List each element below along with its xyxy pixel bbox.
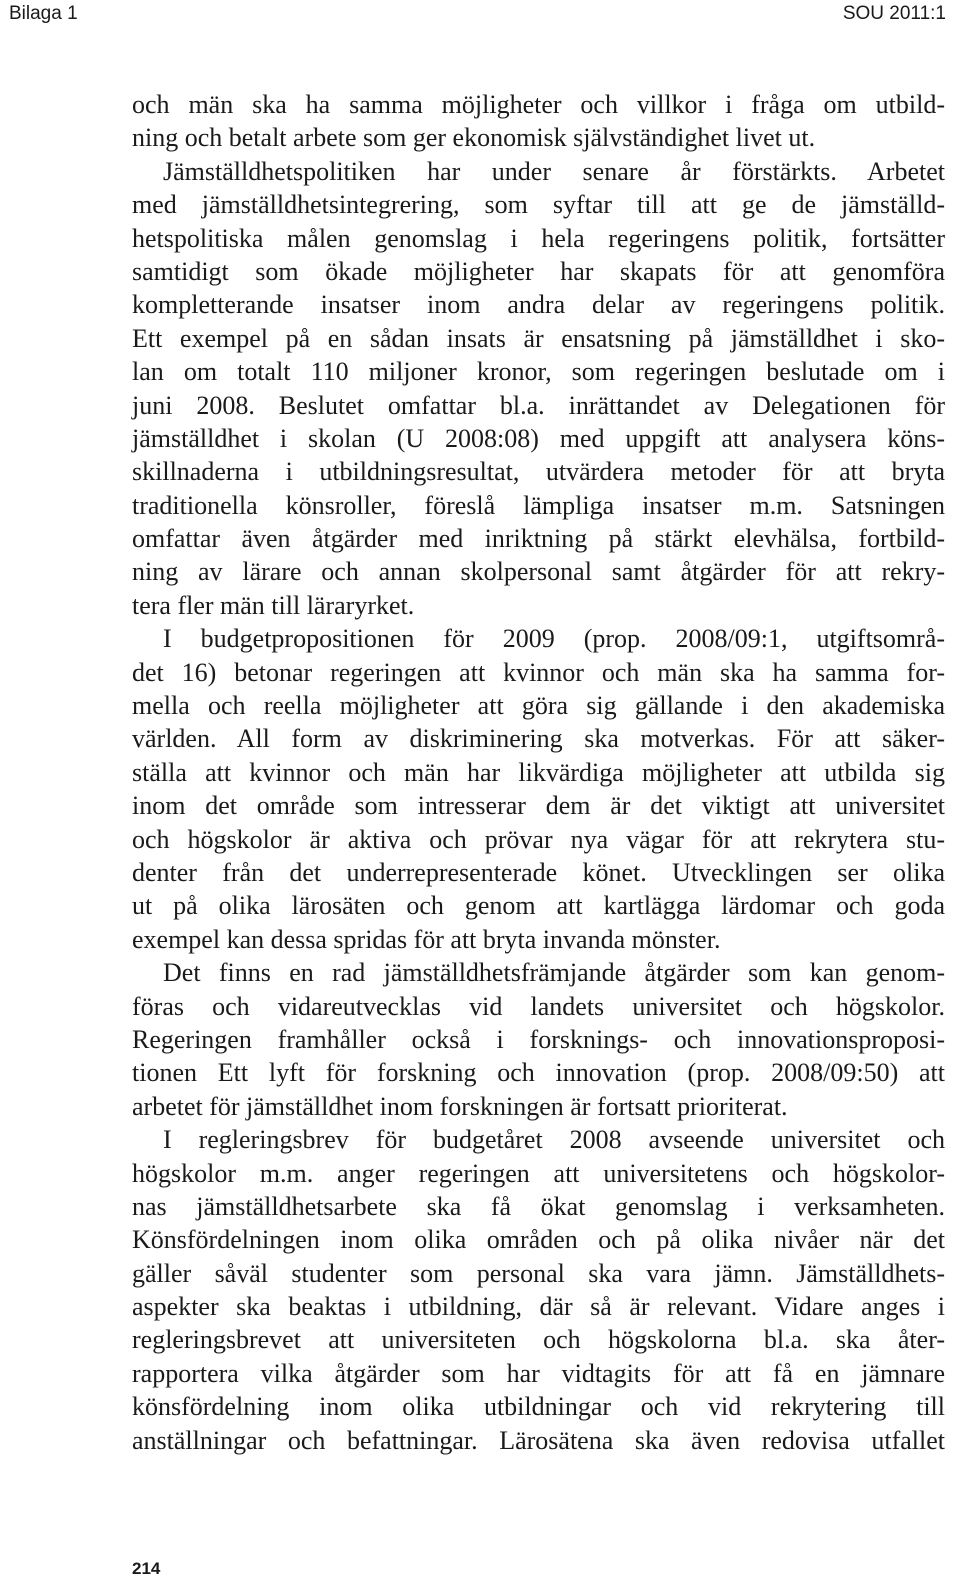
- text-line: samtidigt som ökade möjligheter har skapats för att genomföra: [132, 256, 945, 286]
- paragraph: [132, 622, 945, 956]
- paragraph: [132, 1123, 945, 1457]
- paragraph: [132, 155, 945, 622]
- paragraph: [132, 88, 945, 155]
- text-line: ut på olika lärosäten och genom att kartlägga lärdomar och goda: [132, 891, 945, 921]
- text-line: tera fler män till läraryrket.: [132, 590, 415, 620]
- text-line: gäller såväl studenter som personal ska vara jämn. Jämställdhets-: [132, 1258, 945, 1288]
- text-line: med jämställdhetsintegrering, som syftar till att ge de jämställd-: [132, 190, 945, 220]
- text-line: världen. All form av diskriminering ska motverkas. För att säker-: [132, 724, 945, 754]
- text-line: Könsfördelningen inom olika områden och på olika nivåer när det: [132, 1225, 945, 1255]
- text-line: I regleringsbrev för budgetåret 2008 avseende universitet och: [163, 1125, 945, 1155]
- text-line: och högskolor är aktiva och prövar nya vägar för att rekrytera stu-: [132, 824, 945, 854]
- text-line: Jämställdhetspolitiken har under senare år förstärkts. Arbetet: [163, 156, 945, 186]
- text-line: lan om totalt 110 miljoner kronor, som regeringen beslutade om i: [132, 357, 945, 387]
- text-line: denter från det underrepresenterade könet. Utvecklingen ser olika: [132, 857, 945, 887]
- text-line: traditionella könsroller, föreslå lämpliga insatser m.m. Satsningen: [132, 490, 945, 520]
- text-line: ställa att kvinnor och män har likvärdiga möjligheter att utbilda sig: [132, 757, 945, 787]
- text-line: högskolor m.m. anger regeringen att universitetens och högskolor-: [132, 1158, 945, 1188]
- text-line: regleringsbrevet att universiteten och högskolorna bl.a. ska åter-: [132, 1325, 945, 1355]
- text-line: ning och betalt arbete som ger ekonomisk självständighet livet ut.: [132, 123, 816, 153]
- text-line: juni 2008. Beslutet omfattar bl.a. inrättandet av Delegationen för: [132, 390, 945, 420]
- text-line: föras och vidareutvecklas vid landets universitet och högskolor.: [132, 991, 945, 1021]
- text-line: inom det område som intresserar dem är det viktigt att universitet: [132, 791, 945, 821]
- text-line: rapportera vilka åtgärder som har vidtagits för att få en jämnare: [132, 1358, 945, 1388]
- text-line: och män ska ha samma möjligheter och villkor i fråga om utbild-: [132, 90, 945, 119]
- text-line: arbetet för jämställdhet inom forskningen är fortsatt prioriterat.: [132, 1091, 788, 1121]
- text-line: hetspolitiska målen genomslag i hela regeringens politik, fortsätter: [132, 223, 945, 253]
- body-text: [132, 88, 945, 1457]
- text-line: mella och reella möjligheter att göra sig gällande i den akademiska: [132, 691, 945, 721]
- running-header-right: SOU 2011:1: [842, 3, 946, 24]
- text-line: Regeringen framhåller också i forsknings- och innovationsproposi-: [132, 1024, 945, 1054]
- text-line: skillnaderna i utbildningsresultat, utvärdera metoder för att bryta: [132, 457, 945, 487]
- page-number: 214: [132, 1559, 161, 1578]
- text-line: Det finns en rad jämställdhetsfrämjande åtgärder som kan genom-: [163, 958, 945, 988]
- text-line: I budgetpropositionen för 2009 (prop. 2008/09:1, utgiftsområ-: [163, 624, 945, 654]
- text-line: ning av lärare och annan skolpersonal samt åtgärder för att rekry-: [132, 557, 945, 587]
- running-header-left: Bilaga 1: [9, 3, 78, 24]
- text-line: Ett exempel på en sådan insats är ensatsning på jämställdhet i sko-: [132, 323, 945, 353]
- text-line: aspekter ska beaktas i utbildning, där så är relevant. Vidare anges i: [132, 1292, 945, 1322]
- text-line: exempel kan dessa spridas för att bryta invanda mönster.: [132, 924, 721, 954]
- text-line: omfattar även åtgärder med inriktning på stärkt elevhälsa, fortbild-: [132, 524, 945, 554]
- text-line: könsfördelning inom olika utbildningar och vid rekrytering till: [132, 1392, 945, 1422]
- text-line: det 16) betonar regeringen att kvinnor och män ska ha samma for-: [132, 657, 945, 687]
- text-line: kompletterande insatser inom andra delar av regeringens politik.: [132, 290, 945, 320]
- text-line: nas jämställdhetsarbete ska få ökat genomslag i verksamheten.: [132, 1191, 945, 1221]
- text-line: tionen Ett lyft för forskning och innovation (prop. 2008/09:50) att: [132, 1058, 945, 1088]
- text-line: jämställdhet i skolan (U 2008:08) med uppgift att analysera köns-: [132, 423, 945, 453]
- text-line: anställningar och befattningar. Lärosätena ska även redovisa utfallet: [132, 1425, 945, 1455]
- paragraph: [132, 956, 945, 1123]
